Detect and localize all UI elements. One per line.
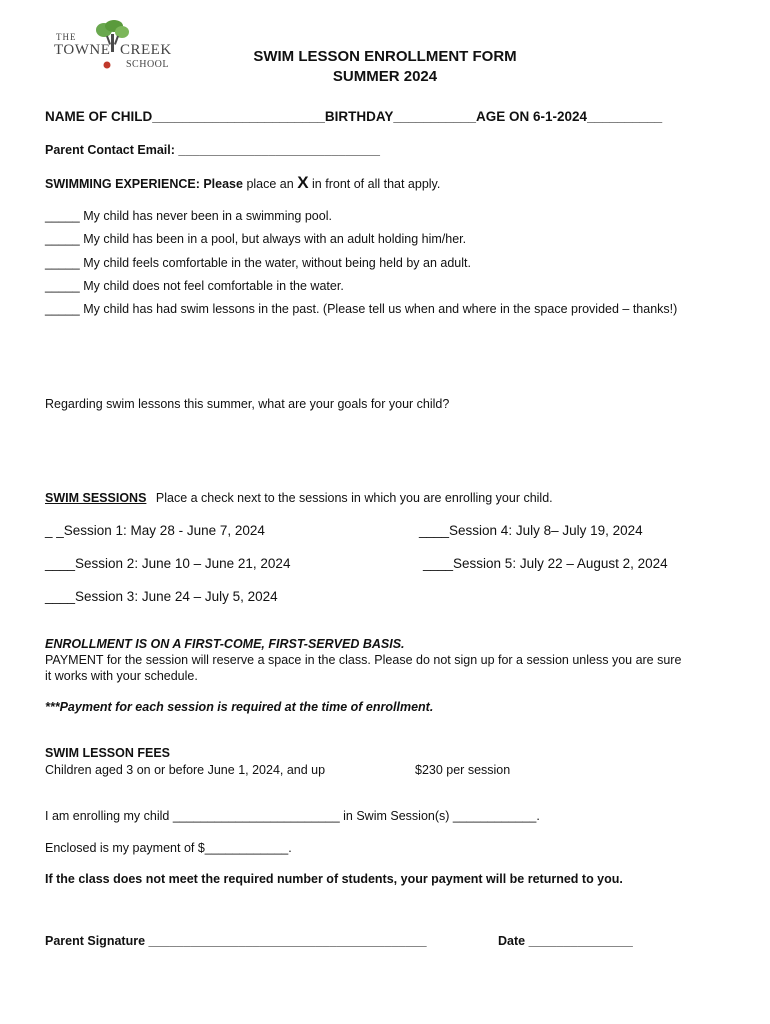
fees-heading: SWIM LESSON FEES <box>45 746 171 760</box>
logo-school: SCHOOL <box>126 59 170 70</box>
experience-item-4[interactable]: _____ My child does not feel comfortable in the water. <box>45 279 344 293</box>
payment-note: ***Payment for each session is required at the time of enrollment. <box>45 700 434 714</box>
experience-heading-x: X <box>297 173 309 192</box>
session-4[interactable]: ____Session 4: July 8– July 19, 2024 <box>419 523 643 538</box>
logo-towne: TOWNE <box>54 42 111 58</box>
child-info-line[interactable]: NAME OF CHILD_______________________BIRTHDAY___________AGE ON 6-1-2024__________ <box>45 109 663 124</box>
experience-item-1[interactable]: _____ My child has never been in a swimming pool. <box>45 209 332 223</box>
session-1[interactable]: _ _Session 1: May 28 - June 7, 2024 <box>45 523 265 538</box>
fees-age-label: Children aged 3 on or before June 1, 2024, and up <box>45 763 326 777</box>
sessions-instruction: Place a check next to the sessions in which you are enrolling your child. <box>155 491 553 505</box>
enrollment-line-1: PAYMENT for the session will reserve a space in the class. Please do not sign up for a session unless you are sure <box>45 653 682 667</box>
experience-heading-post: in front of all that apply. <box>312 177 441 191</box>
sessions-heading: SWIM SESSIONS <box>45 491 147 505</box>
signature-field[interactable]: Parent Signature ________________________________________ <box>45 934 427 948</box>
experience-item-3[interactable]: _____ My child feels comfortable in the water, without being held by an adult. <box>45 256 471 270</box>
email-row <box>45 143 380 157</box>
form-subtitle: SUMMER 2024 <box>332 68 438 85</box>
form-title: SWIM LESSON ENROLLMENT FORM <box>253 48 517 65</box>
experience-item-2[interactable]: _____ My child has been in a pool, but always with an adult holding him/her. <box>45 232 467 246</box>
experience-heading-pre: place an <box>246 177 294 191</box>
email-field[interactable]: _____________________________ <box>178 143 380 157</box>
session-2[interactable]: ____Session 2: June 10 – June 21, 2024 <box>45 556 291 571</box>
experience-heading-bold: SWIMMING EXPERIENCE: Please <box>45 177 243 191</box>
session-3[interactable]: ____Session 3: June 24 – July 5, 2024 <box>45 589 278 604</box>
refund-note: If the class does not meet the required number of students, your payment will be returned to you. <box>45 872 623 886</box>
fees-price: $230 per session <box>415 763 511 777</box>
experience-heading <box>45 173 440 193</box>
experience-item-5[interactable]: _____ My child has had swim lessons in the past. (Please tell us when and where in the space provided – thanks!) <box>45 302 678 316</box>
date-field[interactable]: Date _______________ <box>498 934 633 948</box>
enrollment-heading: ENROLLMENT IS ON A FIRST-COME, FIRST-SERVED BASIS. <box>45 637 405 651</box>
email-label: Parent Contact Email: <box>45 143 175 157</box>
goals-question: Regarding swim lessons this summer, what are your goals for your child? <box>45 397 450 411</box>
enrollment-line-2: it works with your schedule. <box>45 669 198 683</box>
logo-creek: CREEK <box>120 42 172 58</box>
session-5[interactable]: ____Session 5: July 22 – August 2, 2024 <box>423 556 668 571</box>
sessions-heading-row <box>45 491 553 505</box>
logo-the: THE <box>56 32 77 42</box>
payment-line[interactable]: Enclosed is my payment of $____________. <box>45 841 292 855</box>
enrolling-line[interactable]: I am enrolling my child ________________________ in Swim Session(s) ____________. <box>45 809 540 823</box>
